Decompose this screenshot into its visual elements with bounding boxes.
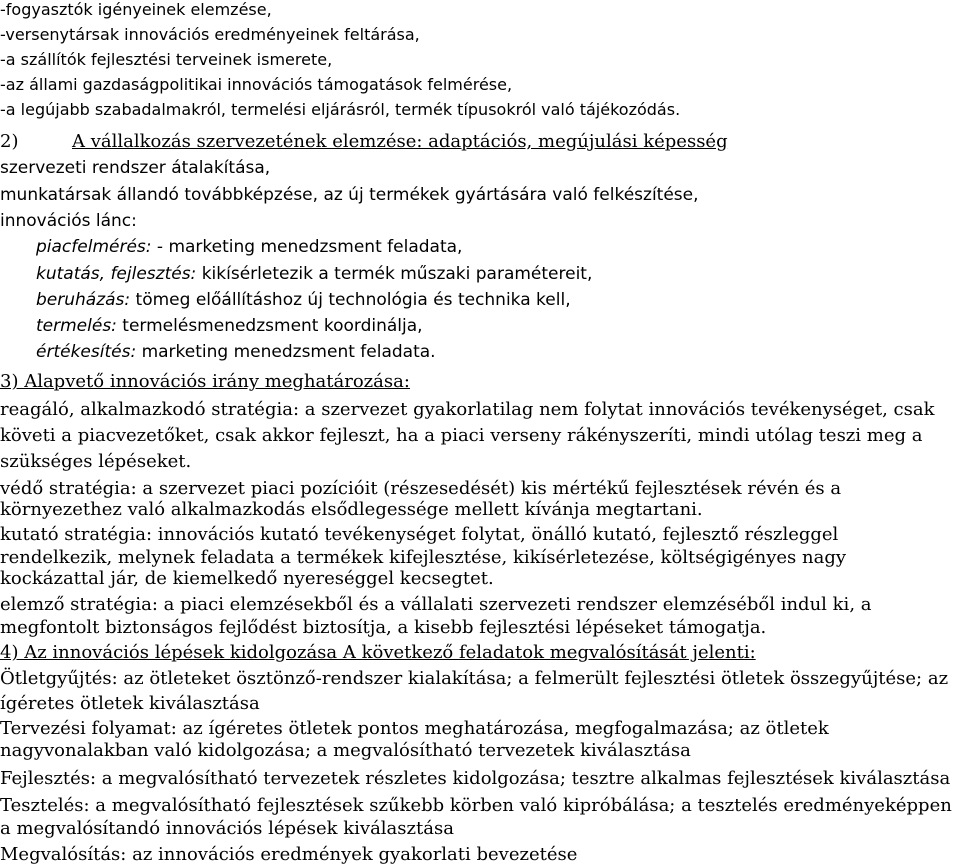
step-line: Tesztelés: a megvalósítható fejlesztések szűkebb körben való kipróbálása; a tesztelés eredményeképpen [0,795,952,816]
step-line: a megvalósítandó innovációs lépések kiválasztása [0,818,454,839]
step-line: Megvalósítás: az innovációs eredmények gyakorlati bevezetése [0,844,578,865]
strategy-line: rendelkezik, melynek feladata a termékek kifejlesztése, kikísérletezése, költségigényes nagy [0,547,847,568]
strategy-line: követi a piacvezetőket, csak akkor fejleszt, ha a piaci verseny rákényszeríti, mindi utólag teszi meg a [0,425,923,446]
chain-term: piacfelmérés: [36,237,152,257]
strategy-line: megfontolt biztonságos fejlődést biztosítja, a kisebb fejlesztési lépéseket támogatja. [0,617,767,638]
chain-term: beruházás: [36,290,131,310]
strategy-line: védő stratégia: a szervezet piaci pozícióit (részesedését) kis mértékű fejlesztések révén és a [0,478,842,499]
section-4-heading: 4) Az innovációs lépések kidolgozása A következő feladatok megvalósítását jelenti: [0,642,756,663]
section-2-line: innovációs lánc: [0,211,137,231]
intro-list-item: -a legújabb szabadalmakról, termelési eljárásról, termék típusokról való tájékozódás. [0,100,681,119]
chain-item [36,239,462,256]
step-line: Fejlesztés: a megvalósítható tervezetek részletes kidolgozása; tesztre alkalmas fejlesztések kiválasztása [0,768,951,789]
section-2-line: munkatársak állandó továbbképzése, az új termékek gyártására való felkészítése, [0,185,699,205]
intro-list-item: -versenytársak innovációs eredményeinek feltárása, [0,25,420,44]
section-2-heading: A vállalkozás szervezetének elemzése: adaptációs, megújulási képesség [72,131,728,152]
strategy-line: kutató stratégia: innovációs kutató tevékenységet folytat, önálló kutató, fejlesztő részleggel [0,524,839,545]
chain-item [36,318,423,335]
chain-text: - marketing menedzsment feladata, [151,237,463,257]
step-line: Tervezési folyamat: az ígéretes ötletek pontos meghatározása, megfogalmazása; az ötletek [0,718,829,739]
step-line: ígéretes ötletek kiválasztása [0,693,260,714]
chain-text: kikísérletezik a termék műszaki paramétereit, [196,264,593,284]
step-line: Ötletgyűjtés: az ötleteket ösztönző-rendszer kialakítása; a felmerült fejlesztési ötletek összegyűjtése; az [0,668,949,689]
chain-item [36,292,571,309]
strategy-line: elemző stratégia: a piaci elemzésekből és a vállalati szervezeti rendszer elemzéséből indul ki, a [0,594,872,615]
chain-term: értékesítés: [36,342,137,362]
section-2-number: 2) [0,131,19,152]
chain-text: termelésmenedzsment koordinálja, [116,316,423,336]
chain-item [36,344,436,361]
intro-list-item: -fogyasztók igényeinek elemzése, [0,0,272,19]
intro-list-item: -az állami gazdaságpolitikai innovációs támogatások felmérése, [0,75,513,94]
chain-text: marketing menedzsment feladata. [136,342,436,362]
intro-list-item: -a szállítók fejlesztési terveinek ismerete, [0,50,333,69]
step-line: nagyvonalakban való kidolgozása; a megvalósítható tervezetek kiválasztása [0,740,691,761]
chain-term: kutatás, fejlesztés: [36,264,197,284]
section-2-line: szervezeti rendszer átalakítása, [0,158,271,178]
chain-item [36,266,592,283]
strategy-line: reagáló, alkalmazkodó stratégia: a szervezet gyakorlatilag nem folytat innovációs tevékenységet, csak [0,399,935,420]
strategy-line: kockázattal jár, de kiemelkedő nyereséggel kecsegtet. [0,568,494,589]
section-3-heading: 3) Alapvető innovációs irány meghatározása: [0,371,410,392]
chain-term: termelés: [36,316,117,336]
strategy-line: környezethez való alkalmazkodás elsődlegessége mellett kívánja megtartani. [0,499,703,520]
chain-text: tömeg előállításhoz új technológia és technika kell, [130,290,571,310]
strategy-line: szükséges lépéseket. [0,451,192,472]
